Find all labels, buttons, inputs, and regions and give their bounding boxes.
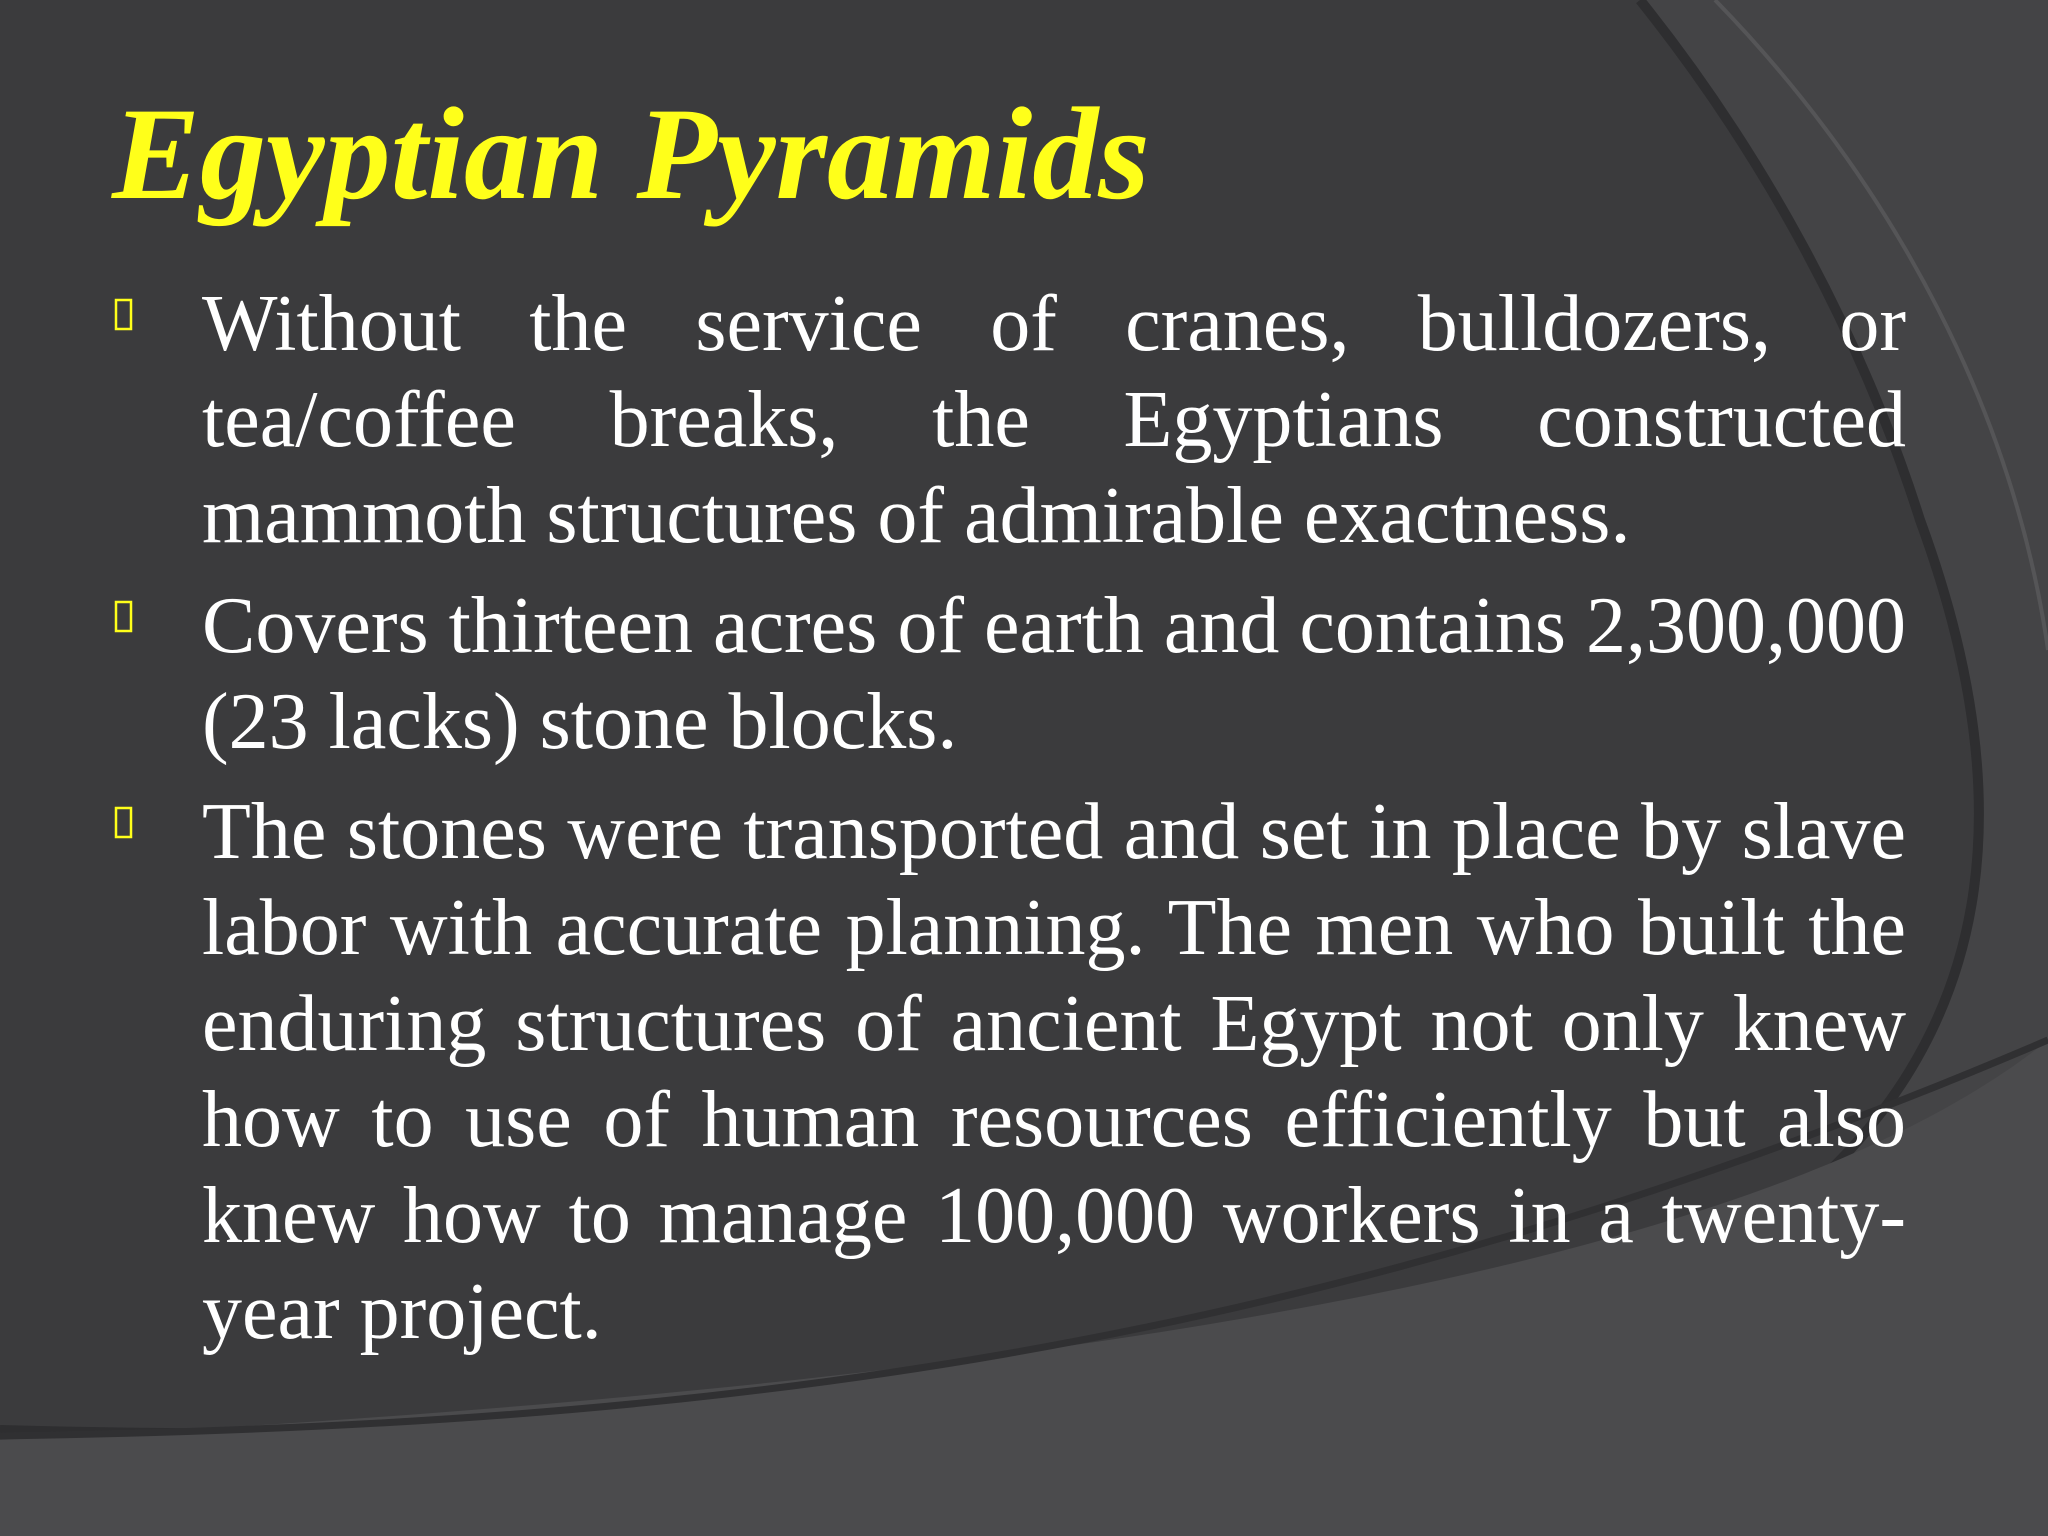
bullet-marker-icon (112, 600, 136, 634)
bullet-item-workers (110, 784, 1906, 1360)
bullet-item-acres (110, 578, 1906, 770)
bullet-item-cranes (110, 276, 1906, 564)
bullet-text: Covers thirteen acres of earth and contains 2,300,000 (23 lacks) stone blocks. (202, 582, 1906, 766)
bullet-marker-icon (112, 298, 136, 332)
bullet-marker-icon (112, 806, 136, 840)
bullet-text: Without the service of cranes, bulldozers, or tea/coffee breaks, the Egyptians constructed mammoth structures of admirable exactness. (202, 280, 1906, 560)
bullet-text: The stones were transported and set in place by slave labor with accurate planning. The men who built the enduring structures of ancient Egypt not only knew how to use of human resources efficiently but also knew how to manage 100,000 workers in a twenty-year project. (202, 788, 1906, 1356)
bullet-list (110, 276, 1906, 1374)
slide-title: Egyptian Pyramids (112, 80, 1150, 227)
